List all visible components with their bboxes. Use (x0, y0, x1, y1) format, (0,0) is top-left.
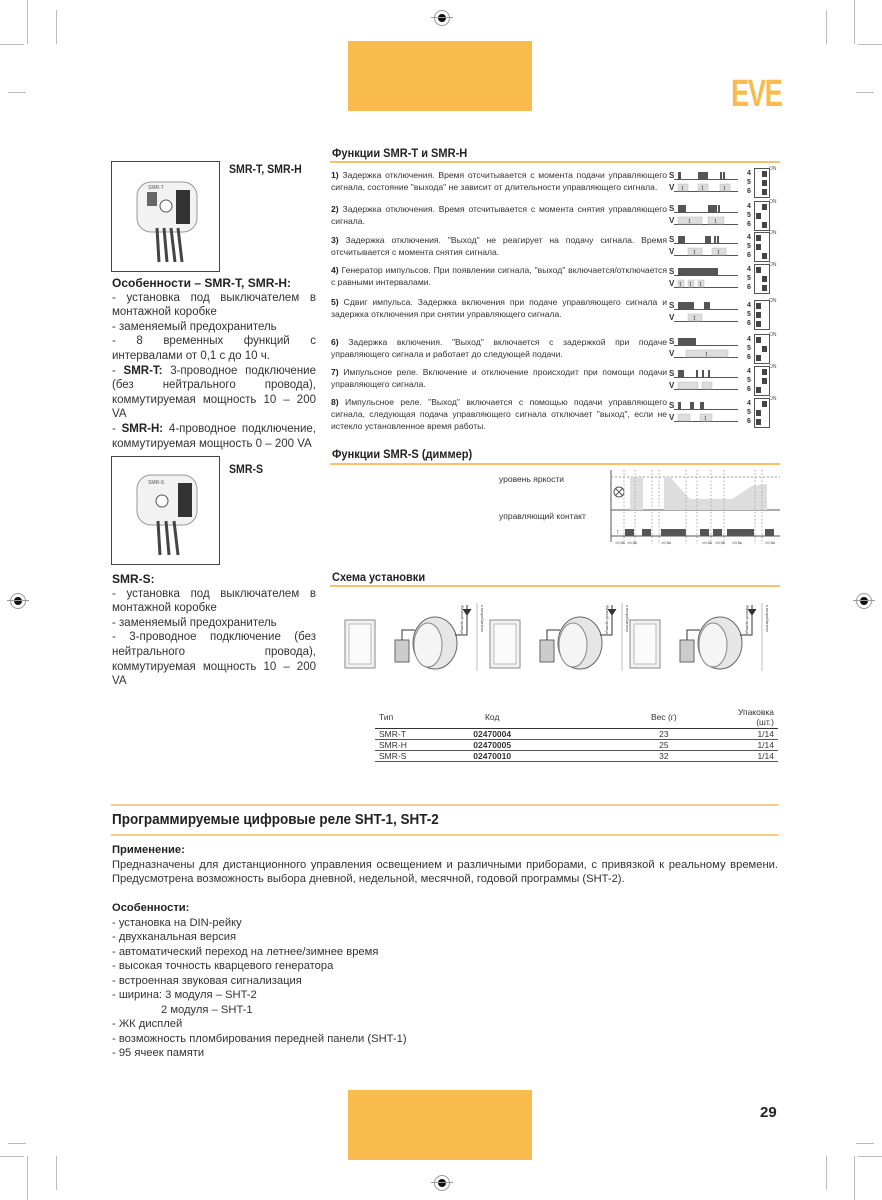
sht-features (112, 901, 512, 1061)
smr-s-product-image (111, 456, 220, 565)
smr-s-device-illustration (112, 457, 219, 564)
cell-package: 1/14 (734, 751, 778, 762)
svg-text:SMR-S: SMR-S (148, 480, 165, 486)
sht-title: Программируемые цифровые реле SHT-1, SHT-2 (112, 811, 439, 828)
timing-diagram-3 (668, 232, 738, 260)
function-text: Генератор импульсов. При появлении сигнала, "выход" включается/отключается с равными интервалами. (331, 265, 667, 287)
dip-numbers: 4 5 6 (747, 266, 751, 291)
mounting-box-inner (414, 623, 442, 667)
output-label: V (669, 247, 675, 256)
time-interval-label: <0,5s (615, 540, 625, 545)
dip-numbers: 4 5 6 (747, 203, 751, 228)
function-number: 3) (331, 235, 339, 245)
smr-s-features (112, 572, 316, 689)
dip-switch-lever (762, 180, 767, 186)
crop-mark (8, 1143, 26, 1144)
feature-item: - SMR-H: 4-проводное подключение, коммутируемая мощность 0 – 200 VA (112, 422, 316, 450)
crop-mark (27, 0, 28, 44)
timing-diagram-2 (668, 201, 738, 229)
smr-th-product-image (111, 161, 220, 272)
function-item-6 (331, 336, 667, 360)
timing-diagram-6 (668, 334, 738, 362)
feature-item: - установка на DIN-рейку (112, 916, 242, 929)
dip-switch-lever (756, 410, 761, 416)
signal-pulse (678, 268, 718, 275)
signal-pulse (708, 205, 717, 212)
timing-diagram-8 (668, 398, 738, 426)
timing-diagram-4 (668, 264, 738, 292)
signal-label: S (669, 204, 675, 213)
dip-on-label: ON (769, 230, 777, 236)
feature-item: - 8 временных функций с интервалами от 0,1 с до 10 ч. (112, 335, 316, 362)
feature-item: - 95 ячеек памяти (112, 1047, 205, 1059)
feature-item: - возможность пломбирования передней панели (SHT-1) (112, 1032, 407, 1045)
dip-switch-4 (745, 264, 779, 294)
signal-pulse (678, 338, 696, 345)
smr-h-label: SMR-H: (121, 422, 164, 435)
contact-pulse (642, 529, 651, 536)
signal-pulse (700, 402, 704, 409)
section-rule (330, 463, 780, 465)
registration-mark-icon (10, 593, 26, 609)
time-label: t (704, 416, 707, 422)
signal-pulse (714, 236, 716, 243)
registration-mark-icon (434, 1175, 450, 1191)
wire-label-consumer: к потребителю (765, 605, 770, 633)
signal-pulse (708, 370, 710, 377)
signal-label: S (669, 369, 675, 378)
time-label: t (681, 186, 684, 192)
feature-item: - заменяемый предохранитель (112, 320, 277, 333)
wire-label-phase: Фазный провод (745, 605, 750, 634)
dip-switch-lever (756, 387, 761, 393)
feature-item: - высокая точность кварцевого генератора (112, 960, 334, 972)
table-header-row (375, 706, 778, 729)
dip-numbers: 4 5 6 (747, 170, 751, 195)
crop-mark (858, 44, 882, 45)
function-item-2 (331, 203, 667, 227)
brand-logo: EVE (731, 73, 782, 115)
relay-module-icon (680, 640, 694, 662)
signal-pulse (717, 236, 719, 243)
time-label: t (699, 282, 702, 288)
switch-plate (634, 624, 656, 664)
smr-s-product-label: SMR-S (229, 462, 264, 476)
time-label: t (705, 352, 708, 358)
crop-mark (56, 10, 57, 44)
signal-pulse (704, 302, 710, 309)
signal-pulse (678, 402, 681, 409)
dip-switch-lever (762, 189, 767, 195)
cell-code: 02470005 (447, 740, 538, 751)
crop-mark (0, 44, 24, 45)
dip-switch-3 (745, 232, 779, 262)
dip-switch-5 (745, 300, 779, 330)
function-text: Импульсное реле. Включение и отключение происходит при помощи подачи управляющего сигнала. (331, 367, 667, 389)
dip-switch-2 (745, 201, 779, 231)
page-number: 29 (760, 1104, 777, 1121)
dip-switch-box (754, 300, 770, 330)
signal-pulse (723, 172, 725, 179)
time-interval-label: <0,5s (627, 540, 637, 545)
smr-th-features (112, 276, 316, 451)
cell-weight: 23 (538, 729, 734, 740)
contact-pulse (625, 529, 634, 536)
brightness-area (630, 477, 643, 510)
section-rule (330, 161, 780, 163)
contact-pulse (727, 529, 754, 536)
output-pulse (678, 382, 698, 389)
cell-type: SMR-S (375, 751, 447, 762)
crop-mark (856, 1143, 874, 1144)
function-text: Задержка включения. "Выход" включается с задержкой при подаче управляющего сигнала и работает до следующей подачи. (331, 337, 667, 359)
spec-table (375, 706, 778, 762)
dip-switch-box (754, 201, 770, 231)
signal-pulse (678, 236, 685, 243)
function-number: 8) (331, 397, 339, 407)
function-number: 4) (331, 265, 339, 275)
time-label: t (717, 250, 720, 256)
output-label: V (669, 279, 675, 288)
signal-label: S (669, 401, 675, 410)
dip-switch-lever (756, 337, 761, 343)
column-header-code: Код (447, 706, 538, 729)
dip-on-label: ON (769, 298, 777, 304)
crop-mark (854, 1156, 855, 1200)
function-item-8 (331, 396, 667, 432)
feature-item: - установка под выключателем в монтажной коробке (112, 291, 316, 319)
column-header-type: Тип (375, 706, 447, 729)
signal-pulse (702, 370, 704, 377)
switch-plate (494, 624, 516, 664)
relay-module-icon (540, 640, 554, 662)
dip-switch-lever (762, 171, 767, 177)
time-label: t (679, 282, 682, 288)
sht-features-heading: Особенности: (112, 902, 190, 914)
timing-diagram-5 (668, 298, 738, 326)
dip-switch-box (754, 398, 770, 428)
brightness-label: уровень яркости (499, 474, 565, 484)
crop-mark (826, 1156, 827, 1190)
dip-numbers: 4 5 6 (747, 368, 751, 393)
dip-switch-lever (756, 355, 761, 361)
signal-pulse (718, 205, 720, 212)
table-row (375, 751, 778, 762)
smr-th-features-heading: Особенности – SMR-T, SMR-H: (112, 276, 292, 290)
function-item-4 (331, 264, 667, 288)
contact-pulse (713, 529, 722, 536)
function-number: 5) (331, 297, 339, 307)
dip-switch-8 (745, 398, 779, 428)
relay-module-icon (395, 640, 409, 662)
function-item-5 (331, 296, 667, 320)
dip-switch-lever (762, 222, 767, 228)
contact-pulse (765, 529, 774, 536)
cell-package: 1/14 (734, 729, 778, 740)
dip-on-label: ON (769, 332, 777, 338)
output-label: V (669, 381, 675, 390)
signal-pulse (720, 172, 722, 179)
function-item-1 (331, 169, 667, 193)
dip-switch-lever (762, 346, 767, 352)
dip-switch-lever (756, 235, 761, 241)
crop-mark (0, 1156, 24, 1157)
function-text: Задержка отключения. "Выход" не реагирует на подачу сигнала. Время отсчитывается с момента снятия сигнала. (331, 235, 667, 257)
feature-item: - ширина: 3 модуля – SHT-2 (112, 989, 257, 1001)
time-interval-label: <0,5s (702, 540, 712, 545)
output-pulse (702, 382, 712, 389)
signal-pulse (678, 205, 686, 212)
smr-t-text: 3-проводное подключение (без нейтрального провода), коммутируемая мощность 10 – 200 VA (112, 364, 316, 421)
dip-switch-lever (762, 276, 767, 282)
dip-switch-box (754, 264, 770, 294)
mounting-box-inner (559, 623, 587, 667)
dip-switch-lever (756, 419, 761, 425)
time-interval-label: >0,5s (732, 540, 742, 545)
crop-mark (826, 10, 827, 44)
feature-item: - встроенная звуковая сигнализация (112, 974, 302, 987)
signal-label: S (669, 337, 675, 346)
dip-switch-lever (762, 285, 767, 291)
output-label: V (669, 183, 675, 192)
function-number: 6) (331, 337, 339, 347)
timing-diagram-7 (668, 366, 738, 394)
smr-s-features-heading: SMR-S: (112, 572, 155, 586)
time-label: t (689, 282, 692, 288)
dip-switch-lever (756, 244, 761, 250)
time-label: t (688, 219, 691, 225)
crop-mark (858, 1156, 882, 1157)
dip-switch-lever (762, 369, 767, 375)
smr-t-label: SMR-T: (123, 364, 163, 377)
time-interval-label: <0,5s (765, 540, 775, 545)
table-row (375, 729, 778, 740)
time-label: t (714, 219, 717, 225)
dip-switch-box (754, 366, 770, 396)
section-rule (330, 585, 780, 587)
control-contact-label: управляющий контакт (499, 511, 586, 521)
cell-weight: 32 (538, 751, 734, 762)
installation-diagram (335, 595, 780, 695)
footer-color-block (348, 1090, 532, 1160)
dip-numbers: 4 5 6 (747, 234, 751, 259)
feature-item: - автоматический переход на летнее/зимнее время (112, 945, 379, 958)
signal-label: S (669, 301, 675, 310)
cell-package: 1/14 (734, 740, 778, 751)
feature-item: - установка под выключателем в монтажной коробке (112, 587, 316, 615)
dip-switch-lever (756, 303, 761, 309)
dip-switch-box (754, 168, 770, 198)
smr-h-text: 4-проводное подключение, коммутируемая мощность 0 – 200 VA (112, 422, 316, 450)
dip-switch-lever (756, 267, 761, 273)
section-rule-top (111, 804, 779, 806)
wire-label-consumer: к потребителю (480, 605, 485, 633)
cell-code: 02470010 (447, 751, 538, 762)
installation-title: Схема установки (332, 570, 426, 584)
lamp-cross (616, 489, 623, 496)
sht-application-text: Предназначены для дистанционного управления освещением и различными приборами, с привязкой к реальному времени. Предусмотрена возможность выбора дневной, недельной, месячной, годовой программы (SHT-2). (112, 858, 778, 885)
dip-switch-1 (745, 168, 779, 198)
time-interval-label: <0,5s (715, 540, 725, 545)
dip-switch-lever (756, 312, 761, 318)
feature-item: - ЖК дисплей (112, 1018, 183, 1030)
time-label: t (701, 186, 704, 192)
dimmer-title: Функции SMR-S (диммер) (332, 447, 473, 461)
feature-item: - SMR-T: 3-проводное подключение (без нейтрального провода), коммутируемая мощность 10 – 200 VA (112, 364, 316, 421)
signal-pulse (678, 370, 684, 377)
output-label: V (669, 349, 675, 358)
dip-on-label: ON (769, 364, 777, 370)
output-label: V (669, 413, 675, 422)
signal-pulse (705, 236, 711, 243)
sht-application (112, 843, 778, 887)
dip-numbers: 4 5 6 (747, 336, 751, 361)
dip-on-label: ON (769, 396, 777, 402)
cell-type: SMR-T (375, 729, 447, 740)
header-color-block (348, 41, 532, 111)
dip-on-label: ON (769, 262, 777, 268)
function-number: 1) (331, 170, 339, 180)
cell-code: 02470004 (447, 729, 538, 740)
section-rule-bottom (111, 834, 779, 836)
smr-th-product-label: SMR-T, SMR-H (229, 162, 302, 176)
switch-plate (349, 624, 371, 664)
function-text: Сдвиг импульса. Задержка включения при подаче управляющего сигнала и задержка отключения при снятии управляющего сигнала. (331, 297, 668, 319)
wire-label-phase: Фазный провод (605, 605, 610, 634)
time-label: t (723, 186, 726, 192)
crop-mark (854, 0, 855, 44)
dip-switch-7 (745, 366, 779, 396)
dip-switch-box (754, 232, 770, 262)
output-pulse (678, 414, 690, 421)
signal-pulse (698, 172, 708, 179)
feature-item: 2 модуля – SHT-1 (161, 1003, 253, 1016)
function-text: Импульсное реле. "Выход" включается с помощью подачи управляющего сигнала, следующая подача управляющего сигнала отключает "выход", если не истекло установленное время работы. (331, 397, 668, 431)
cell-type: SMR-H (375, 740, 447, 751)
signal-pulse (678, 302, 694, 309)
dip-switch-6 (745, 334, 779, 364)
dip-switch-lever (756, 321, 761, 327)
timing-diagram-1 (668, 168, 738, 196)
signal-label: S (669, 267, 675, 276)
signal-pulse (696, 370, 698, 377)
column-header-weight: Вес (г) (538, 706, 734, 729)
time-interval-label: >0,5s (661, 540, 671, 545)
dip-switch-lever (762, 253, 767, 259)
function-text: Задержка отключения. Время отсчитывается с момента подачи управляющего сигнала, состояние "выхода" не зависит от длительности управляющего сигнала. (331, 170, 667, 192)
signal-label: S (669, 235, 675, 244)
contact-pulse (661, 529, 686, 536)
crop-mark (856, 92, 874, 93)
brightness-area (664, 477, 717, 510)
function-item-7 (331, 366, 667, 390)
function-number: 2) (331, 204, 339, 214)
dip-switch-lever (762, 401, 767, 407)
column-header-package: Упаковка (шт.) (734, 706, 778, 729)
signal-pulse (690, 402, 694, 409)
sht-application-heading: Применение: (112, 844, 185, 856)
wire-label-consumer: к потребителю (625, 605, 630, 633)
functions-title: Функции SMR-T и SMR-H (332, 146, 468, 160)
dip-switch-box (754, 334, 770, 364)
time-label: t (693, 316, 696, 322)
feature-item: - 3-проводное подключение (без нейтрального провода), коммутируемая мощность 10 – 200 VA (112, 631, 316, 688)
signal-pulse (678, 172, 681, 179)
table-row (375, 740, 778, 751)
feature-item: - двухканальная версия (112, 931, 237, 943)
smr-th-device-illustration (112, 162, 219, 271)
crop-mark (27, 1156, 28, 1200)
dip-on-label: ON (769, 166, 777, 172)
crop-mark (56, 1156, 57, 1190)
registration-mark-icon (434, 10, 450, 26)
dip-switch-lever (762, 204, 767, 210)
dimmer-timing-diagram (597, 466, 782, 546)
crop-mark (8, 92, 26, 93)
contact-symbol: ↑ (616, 529, 620, 536)
registration-mark-icon (856, 593, 872, 609)
signal-label: S (669, 171, 675, 180)
contact-pulse (700, 529, 709, 536)
output-label: V (669, 216, 675, 225)
time-label: t (693, 250, 696, 256)
wire-label-phase: Фазный провод (460, 605, 465, 634)
function-number: 7) (331, 367, 339, 377)
mounting-box-inner (699, 623, 727, 667)
function-text: Задержка отключения. Время отсчитывается с момента снятия управляющего сигнала. (331, 204, 667, 226)
dip-numbers: 4 5 6 (747, 400, 751, 425)
dip-numbers: 4 5 6 (747, 302, 751, 327)
dip-switch-lever (762, 378, 767, 384)
cell-weight: 25 (538, 740, 734, 751)
dip-switch-lever (756, 213, 761, 219)
feature-item: - заменяемый предохранитель (112, 616, 277, 629)
function-item-3 (331, 234, 667, 258)
dip-on-label: ON (769, 199, 777, 205)
output-label: V (669, 313, 675, 322)
svg-text:SMR-T: SMR-T (148, 185, 164, 191)
